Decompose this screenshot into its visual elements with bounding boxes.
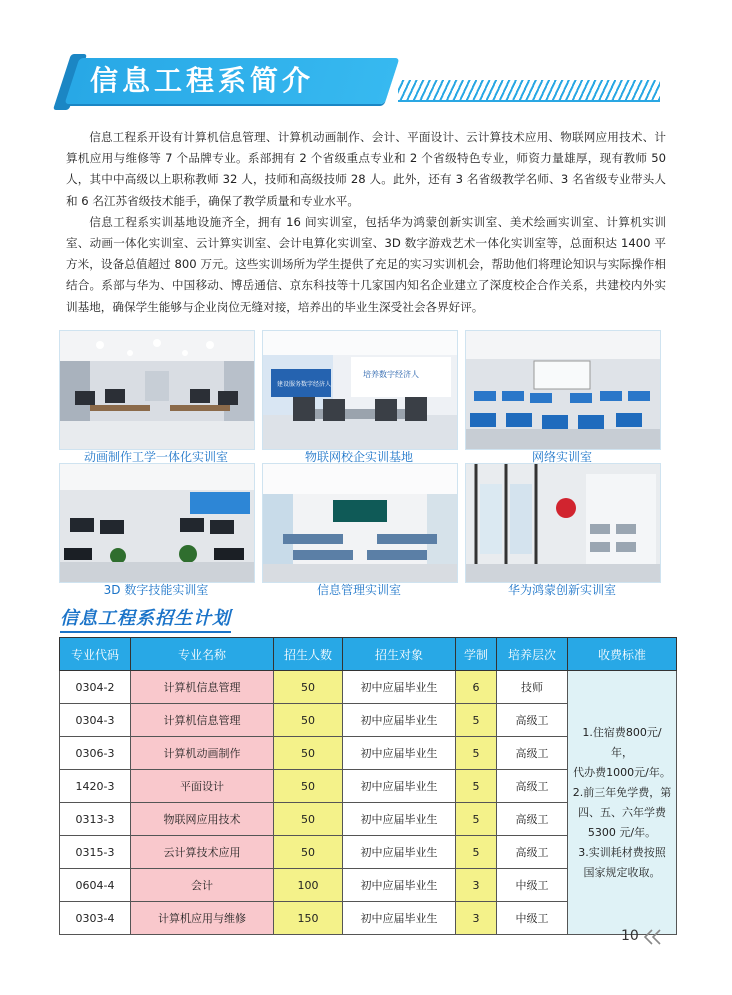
cell-level: 高级工 — [497, 836, 568, 869]
cell-years: 3 — [456, 869, 497, 902]
photo-sign-right: 培养数字经济人 — [363, 370, 419, 379]
photo-caption: 信息管理实训室 — [316, 583, 401, 597]
cell-name: 会计 — [131, 869, 274, 902]
photo-huawei-lab — [465, 463, 661, 583]
col-header-years: 学制 — [456, 638, 497, 671]
fee-line: 5300 元/年。 — [587, 825, 657, 839]
cell-level: 高级工 — [497, 770, 568, 803]
cell-target: 初中应届毕业生 — [343, 902, 456, 935]
cell-target: 初中应届毕业生 — [343, 704, 456, 737]
cell-code: 0604-4 — [60, 869, 131, 902]
col-header-fee: 收费标准 — [568, 638, 677, 671]
photo-caption: 华为鸿蒙创新实训室 — [507, 583, 616, 597]
cell-years: 6 — [456, 671, 497, 704]
photo-grid — [59, 330, 659, 600]
table-row — [60, 671, 677, 704]
cell-level: 高级工 — [497, 803, 568, 836]
fee-line: 四、五、六年学费 — [578, 805, 666, 819]
cell-level: 中级工 — [497, 869, 568, 902]
fee-line: 1.住宿费800元/年， — [582, 725, 662, 759]
col-header-count: 招生人数 — [274, 638, 343, 671]
photo-caption: 网络实训室 — [531, 450, 592, 464]
cell-count: 100 — [274, 869, 343, 902]
col-header-target: 招生对象 — [343, 638, 456, 671]
cell-code: 0303-4 — [60, 902, 131, 935]
cell-years: 3 — [456, 902, 497, 935]
cell-count: 50 — [274, 704, 343, 737]
cell-code: 0304-3 — [60, 704, 131, 737]
cell-target: 初中应届毕业生 — [343, 671, 456, 704]
cell-name: 计算机信息管理 — [131, 704, 274, 737]
cell-count: 50 — [274, 803, 343, 836]
cell-level: 高级工 — [497, 704, 568, 737]
cell-code: 0315-3 — [60, 836, 131, 869]
cell-level: 中级工 — [497, 902, 568, 935]
cell-name: 计算机信息管理 — [131, 671, 274, 704]
cell-code: 0304-2 — [60, 671, 131, 704]
photo-sign-left: 建设服务数字经济人 — [277, 381, 332, 388]
col-header-level: 培养层次 — [497, 638, 568, 671]
fee-line: 代办费1000元/年。 — [573, 765, 671, 779]
cell-target: 初中应届毕业生 — [343, 836, 456, 869]
photo-info-management-lab — [262, 463, 458, 583]
cell-name: 平面设计 — [131, 770, 274, 803]
enrollment-table — [59, 637, 677, 935]
photo-network-lab — [465, 330, 661, 450]
intro-paragraph-2: 信息工程系实训基地设施齐全，拥有 16 间实训室，包括华为鸿蒙创新实训室、美术绘画实训室、计算机实训室、动画一体化实训室、云计算实训室、会计电算化实训室、3D 数字游戏艺术一体化实训室等，总面积达 1400 平方米，设备总值超过 800 万元。这些实训场所为学生提供了充足的实习实训机会，帮助他们将理论知识与实际操作相结合。系部与华为、中国移动、博岳通信、京东科技等十几家国内知名企业建立了深度校企合作关系，共建校内外实训基地，确保学生能够与企业岗位无缝对接，培养出的毕业生深受社会各界好评。 — [66, 214, 666, 314]
fee-line: 2.前三年免学费，第 — [572, 785, 672, 799]
cell-name: 计算机动画制作 — [131, 737, 274, 770]
cell-name: 计算机应用与维修 — [131, 902, 274, 935]
cell-years: 5 — [456, 803, 497, 836]
cell-years: 5 — [456, 737, 497, 770]
cell-level: 技师 — [497, 671, 568, 704]
table-header-row — [60, 638, 677, 671]
cell-level: 高级工 — [497, 737, 568, 770]
cell-count: 50 — [274, 737, 343, 770]
cell-target: 初中应届毕业生 — [343, 803, 456, 836]
photo-3d-lab — [59, 463, 255, 583]
photo-caption: 物联网校企实训基地 — [304, 450, 413, 464]
plan-title: 信息工程系招生计划 — [60, 604, 231, 633]
photo-caption: 3D 数字技能实训室 — [103, 583, 209, 597]
photo-iot-base — [262, 330, 458, 450]
cell-target: 初中应届毕业生 — [343, 737, 456, 770]
intro-paragraph-1: 信息工程系开设有计算机信息管理、计算机动画制作、会计、平面设计、云计算技术应用、物联网应用技术、计算机应用与维修等 7 个品牌专业。系部拥有 2 个省级重点专业和 2 个省级特色专业，师资力量雄厚，现有教师 50 人，其中中高级以上职称教师 32 人，技师和高级技师 28 人。此外，还有 3 名省级教学名师、3 名省级专业带头人和 6 名江苏省级技术能手，确保了教学质量和专业水平。 — [66, 130, 666, 208]
cell-target: 初中应届毕业生 — [343, 770, 456, 803]
page-number: 10 — [621, 928, 639, 944]
cell-count: 50 — [274, 671, 343, 704]
cell-code: 0306-3 — [60, 737, 131, 770]
cell-count: 50 — [274, 770, 343, 803]
cell-code: 1420-3 — [60, 770, 131, 803]
cell-years: 5 — [456, 704, 497, 737]
fee-line: 3.实训耗材费按照 — [578, 845, 666, 859]
cell-code: 0313-3 — [60, 803, 131, 836]
cell-target: 初中应届毕业生 — [343, 869, 456, 902]
col-header-code: 专业代码 — [60, 638, 131, 671]
cell-count: 150 — [274, 902, 343, 935]
intro-text — [66, 127, 666, 318]
decorative-stripes — [398, 80, 660, 102]
cell-count: 50 — [274, 836, 343, 869]
cell-years: 5 — [456, 770, 497, 803]
fee-line: 国家规定收取。 — [583, 865, 661, 879]
cell-fee-standard — [568, 671, 677, 935]
photo-animation-lab — [59, 330, 255, 450]
cell-name: 物联网应用技术 — [131, 803, 274, 836]
photo-caption: 动画制作工学一体化实训室 — [83, 450, 228, 464]
cell-years: 5 — [456, 836, 497, 869]
page-title: 信息工程系简介 — [90, 64, 315, 97]
cell-name: 云计算技术应用 — [131, 836, 274, 869]
double-chevron-left-icon — [642, 929, 664, 945]
col-header-name: 专业名称 — [131, 638, 274, 671]
title-banner — [62, 50, 392, 110]
